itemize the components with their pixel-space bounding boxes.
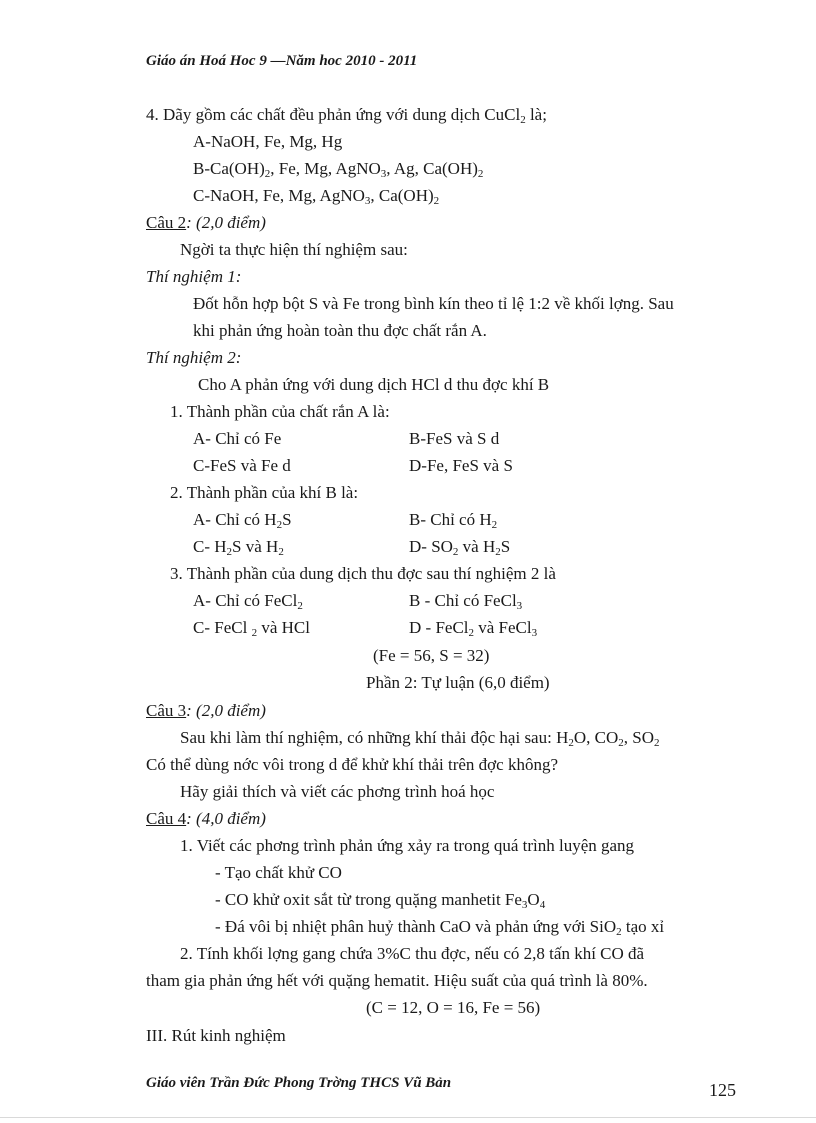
sub3-option-d: D - FeCl$_2$ và FeCl$_3$ xyxy=(409,618,538,639)
q4-option-b: $B-Ca(OH)_2$, Fe, Mg, AgNO$_3$, Ag, $Ca(OH)_2$ xyxy=(193,159,484,180)
cau4-atomic-masses: (C = 12, O = 16, Fe = 56) xyxy=(366,998,541,1017)
cau4-item2-line1: 2. Tính khối lợng gang chứa 3%C thu đợc, nếu có 2,8 tấn khí CO đã xyxy=(180,944,645,963)
cau2-atomic-masses: (Fe = 56, S = 32) xyxy=(373,646,490,665)
tn2-line: Cho A phản ứng với dung dịch HCl d thu đợc khí B xyxy=(198,375,550,394)
page-bottom-rule xyxy=(0,1117,816,1118)
q4-option-c: C-NaOH, Fe, Mg, AgNO$_3$, $Ca(OH)_2$ xyxy=(193,186,440,207)
cau3-heading: Câu 3: (2,0 điểm) xyxy=(146,701,266,720)
cau4-heading: Câu 4: (4,0 điểm) xyxy=(146,809,266,828)
part2-title: Phần 2: Tự luận (6,0 điểm) xyxy=(366,673,550,692)
section3-heading: III. Rút kinh nghiệm xyxy=(146,1026,286,1045)
page-header: Giáo án Hoá Hoc 9 —Năm hoc 2010 - 2011 xyxy=(146,53,418,69)
sub2-option-c: C- $H_2S$ và $H_2$ xyxy=(193,537,284,558)
sub2-option-a: A- Chỉ có $H_2S$ xyxy=(193,510,292,531)
sub2-option-d: D- $SO_2$ và $H_2S$ xyxy=(409,537,511,558)
sub1-option-d: D-Fe, FeS và S xyxy=(409,456,513,475)
sub3-question: 3. Thành phần của dung dịch thu đợc sau thí nghiệm 2 là xyxy=(170,564,556,583)
sub1-option-a: A- Chỉ có Fe xyxy=(193,429,282,448)
cau2-heading: Câu 2: (2,0 điểm) xyxy=(146,213,266,232)
sub2-question: 2. Thành phần của khí B là: xyxy=(170,483,359,502)
sub3-option-c: C- FeCl $_2$ và HCl xyxy=(193,618,310,639)
q4-stem: 4. Dãy gồm các chất đều phản ứng với dung dịch CuCl$_2$ là; xyxy=(146,105,547,126)
tn1-line2: khi phản ứng hoàn toàn thu đợc chất rắn A. xyxy=(193,321,487,340)
cau4-item1: 1. Viết các phơng trình phản ứng xảy ra trong quá trình luyện gang xyxy=(180,836,635,855)
page-footer: Giáo viên Trần Đức Phong Trờng THCS Vũ Bản xyxy=(146,1075,452,1091)
cau3-line2: Có thể dùng nớc vôi trong d để khử khí thải trên đợc không? xyxy=(146,755,558,774)
page-number: 125 xyxy=(709,1080,736,1100)
sub2-option-b: B- Chỉ có $H_2$ xyxy=(409,510,498,531)
sub1-question: 1. Thành phần của chất rắn A là: xyxy=(170,402,390,421)
cau3-line1: Sau khi làm thí nghiệm, có những khí thải độc hại sau: $H_2O$, $CO_2$, $SO_2$ xyxy=(180,728,660,749)
q4-option-a: A-NaOH, Fe, Mg, Hg xyxy=(193,132,343,151)
cau4-bullet2: - CO khử oxit sắt từ trong quặng manhetit $Fe_3O_4$ xyxy=(215,890,546,911)
tn1-line1: Đốt hỗn hợp bột S và Fe trong bình kín theo tỉ lệ 1:2 về khối lợng. Sau xyxy=(193,294,674,313)
cau4-bullet3: - Đá vôi bị nhiệt phân huỷ thành CaO và phản ứng với SiO$_2$ tạo xỉ xyxy=(215,917,665,938)
sub1-option-c: C-FeS và Fe d xyxy=(193,456,291,475)
cau4-item2-line2: tham gia phản ứng hết với quặng hematit. Hiệu suất của quá trình là 80%. xyxy=(146,971,648,990)
cau2-intro: Ngời ta thực hiện thí nghiệm sau: xyxy=(180,240,408,259)
cau3-line3: Hãy giải thích và viết các phơng trình hoá học xyxy=(180,782,495,801)
cau4-bullet1: - Tạo chất khử CO xyxy=(215,863,342,882)
sub1-option-b: B-FeS và S d xyxy=(409,429,500,448)
sub3-option-b: B - Chỉ có FeCl$_3$ xyxy=(409,591,523,612)
tn1-label: Thí nghiệm 1: xyxy=(146,267,242,286)
tn2-label: Thí nghiệm 2: xyxy=(146,348,242,367)
sub3-option-a: A- Chỉ có FeCl$_2$ xyxy=(193,591,303,612)
